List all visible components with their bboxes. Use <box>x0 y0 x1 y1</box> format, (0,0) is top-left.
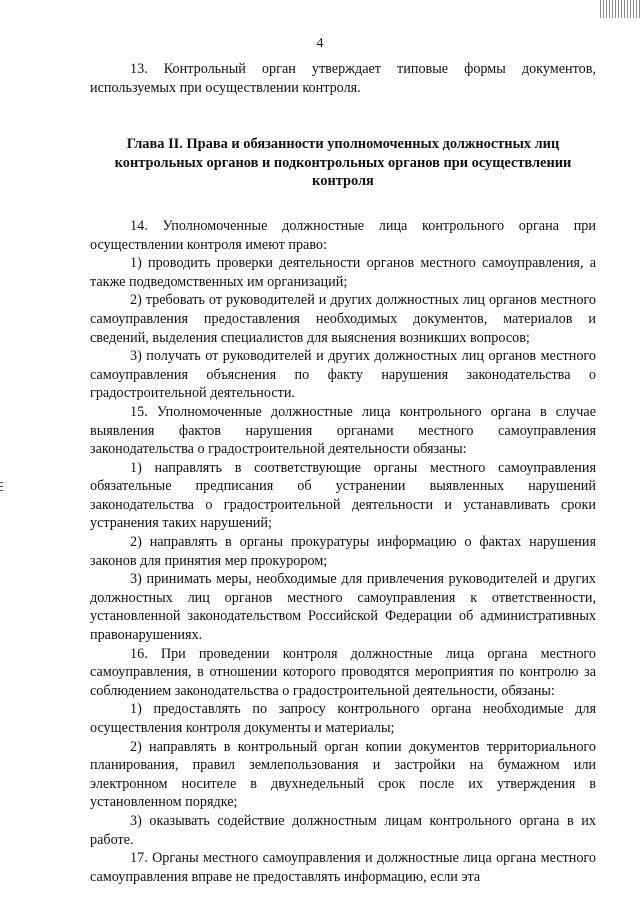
paragraph-14-item-2: 2) требовать от руководителей и других должностных лиц органов местного самоуправления предоставления необходимых документов, материалов и сведений, выделения специалистов для выяснения возникших вопросов; <box>90 292 596 346</box>
paragraph-16-item-2: 2) направлять в контрольный орган копии документов территориального планирования, правил землепользования и застройки на бумажном или электронном носителе в двухнедельный срок после их утверждения в установленном порядке; <box>90 738 596 811</box>
paragraph-16-item-3: 3) оказывать содействие должностным лицам контрольного органа в их работе. <box>90 812 596 848</box>
paragraph-16-item-1: 1) предоставлять по запросу контрольного органа необходимые для осуществления контроля документы и материалы; <box>90 701 596 736</box>
paragraph-17: 17. Органы местного самоуправления и должностные лица органа местного самоуправления вправе не предоставлять информацию, если эта <box>90 850 596 885</box>
paragraph-15: 15. Уполномоченные должностные лица контрольного органа в случае выявления фактов нарушения органами местного самоуправления законодательства о градостроительной деятельности обязаны: <box>90 403 596 458</box>
scan-edge-mark <box>600 0 640 18</box>
paragraph-16: 16. При проведении контроля должностные лица органа местного самоуправления, в отношении которого проводятся мероприятия по контролю за соблюдением законодательства о градостроительной деятельности, обязаны: <box>90 645 596 699</box>
document-body <box>90 60 596 886</box>
chapter-heading: Глава II. Права и обязанности уполномоченных должностных лиц контрольных органов и подконтрольных органов при осуществлении контроля <box>114 136 572 190</box>
paragraph-14: 14. Уполномоченные должностные лица контрольного органа при осуществлении контроля имеют право: <box>90 217 596 253</box>
paragraph-14-item-3: 3) получать от руководителей и других должностных лиц органов местного самоуправления объяснения по факту нарушения законодательства о градостроительной деятельности. <box>90 348 596 402</box>
scan-margin-tick <box>0 482 3 483</box>
scan-margin-tick <box>0 486 3 487</box>
paragraph-13: 13. Контрольный орган утверждает типовые формы документов, используемых при осуществлении контроля. <box>90 61 596 96</box>
page-number: 4 <box>316 36 324 51</box>
paragraph-14-item-1: 1) проводить проверки деятельности органов местного самоуправления, а также подведомственных им организаций; <box>90 255 596 290</box>
paragraph-15-item-2: 2) направлять в органы прокуратуры информацию о фактах нарушения законов для принятия мер прокурором; <box>90 534 596 569</box>
scan-margin-tick <box>0 490 3 491</box>
paragraph-15-item-1: 1) направлять в соответствующие органы местного самоуправления обязательные предписания об устранении выявленных нарушений законодательства о градостроительной деятельности и устанавливать сроки устранения таких нарушений; <box>90 459 596 532</box>
paragraph-15-item-3: 3) принимать меры, необходимые для привлечения руководителей и других должностных лиц органов местного самоуправления к ответственности, установленной законодательством Российской Федерации об административных правонарушениях. <box>90 571 596 644</box>
